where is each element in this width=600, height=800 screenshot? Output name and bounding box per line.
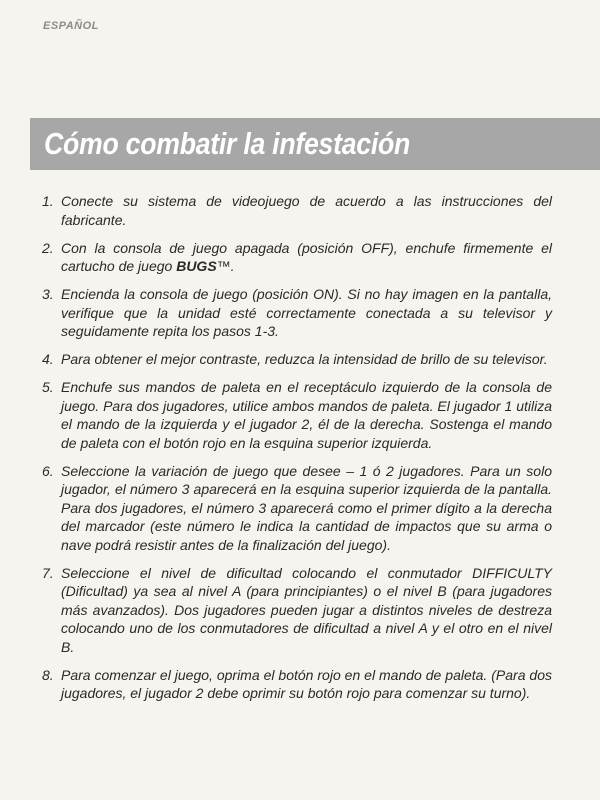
instruction-step-1	[42, 192, 552, 229]
step-number: 6.	[42, 462, 54, 479]
step-text: Encienda la consola de juego (posición ON). Si no hay imagen en la pantalla, verifique que la unidad esté correctamente conectada a su televisor y seguidamente repita los pasos 1-3.	[61, 286, 552, 339]
language-label: ESPAÑOL	[43, 20, 99, 32]
instruction-step-7	[42, 564, 552, 657]
step-text: Enchufe sus mandos de paleta en el receptáculo izquierdo de la consola de juego. Para dos jugadores, utilice ambos mandos de paleta. El jugador 1 utiliza el mando de la izquierda y el jugador 2, él de la derecha. Sostenga el mando de paleta con el botón rojo en la esquina superior izquierda.	[61, 379, 552, 451]
instruction-list	[42, 192, 552, 712]
step-text: Seleccione la variación de juego que desee – 1 ó 2 jugadores. Para un solo jugador, el número 3 aparecerá en la esquina superior izquierda de la pantalla. Para dos jugadores, el número 3 aparecerá como el primer dígito a la derecha del marcador (este número le indica la cantidad de impactos que su arma o nave podrá resistir antes de la finalización del juego).	[61, 462, 552, 553]
step-number: 1.	[42, 193, 54, 209]
step-number: 8.	[42, 666, 54, 683]
step-text-part: Con la consola de juego apagada (posición OFF), enchufe firmemente el cartucho de juego	[61, 239, 552, 274]
step-text: Para comenzar el juego, oprima el botón rojo en el mando de paleta. (Para dos jugadores, el jugador 2 debe oprimir su botón rojo para comenzar su turno).	[61, 666, 552, 701]
instruction-step-3	[42, 285, 552, 341]
step-number: 5.	[42, 379, 54, 395]
step-text: Conecte su sistema de videojuego de acuerdo a las instrucciones del fabricante.	[61, 193, 552, 228]
instruction-step-6	[42, 462, 552, 555]
step-number: 7.	[42, 564, 54, 581]
instruction-step-5	[42, 378, 552, 452]
step-text: Seleccione el nivel de dificultad colocando el conmutador DIFFICULTY (Dificultad) ya sea al nivel A (para principiantes) o el nivel B (para jugadores más avanzados). Dos jugadores pueden jugar a distintos niveles de destreza colocando uno de los conmutadores de dificultad a nivel A y el otro en el nivel B.	[61, 564, 552, 655]
step-text	[61, 239, 552, 276]
step-text: Para obtener el mejor contraste, reduzca la intensidad de brillo de su televisor.	[61, 351, 548, 367]
instruction-step-4	[42, 350, 552, 369]
step-text-part: ™.	[216, 258, 235, 274]
page-title: Cómo combatir la infestación	[44, 126, 411, 161]
instruction-step-2	[42, 239, 552, 276]
step-number: 4.	[42, 351, 54, 367]
step-number: 3.	[42, 286, 54, 302]
game-title-bold: BUGS	[176, 258, 217, 274]
title-banner	[30, 118, 600, 170]
instruction-step-8	[42, 666, 552, 703]
step-number: 2.	[42, 239, 54, 256]
